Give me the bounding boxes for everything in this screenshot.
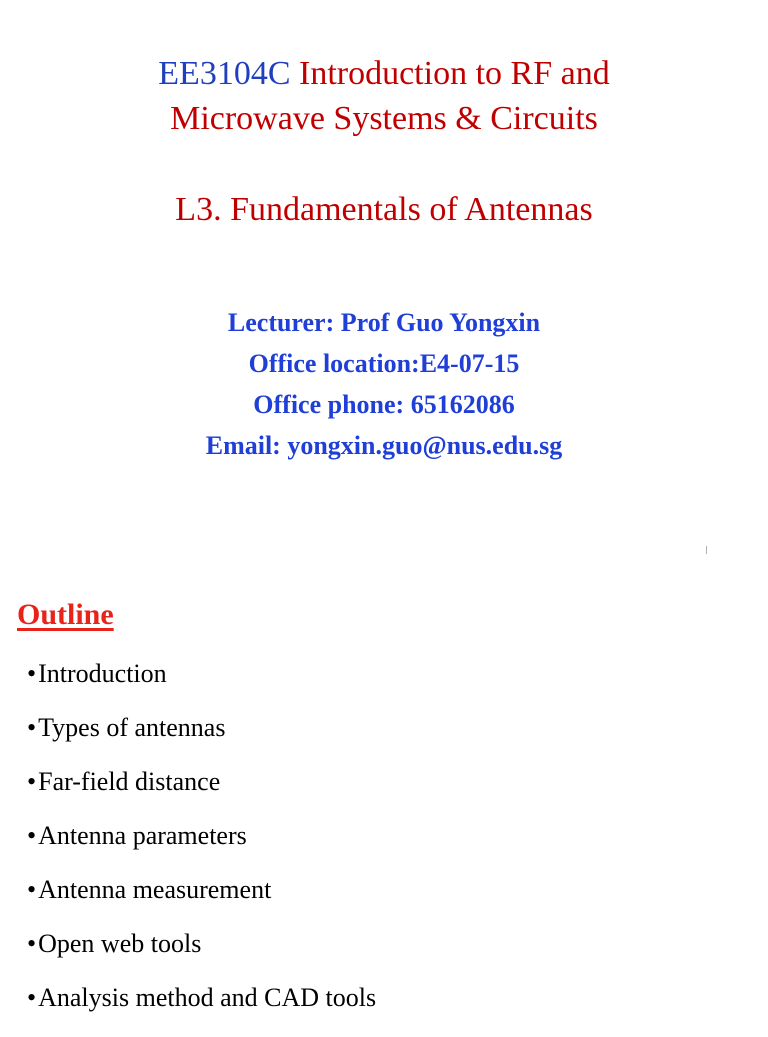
contact-info [0, 302, 768, 466]
course-code: EE3104C [158, 55, 291, 92]
title-line-2: Microwave Systems & Circuits [170, 100, 598, 137]
course-title [0, 51, 768, 141]
office-location-line: Office location:E4-07-15 [248, 349, 520, 378]
list-item: •Antenna parameters [27, 821, 247, 850]
list-item: •Analysis method and CAD tools [27, 983, 377, 1012]
outline-list [27, 659, 376, 1037]
bullet-icon: • [27, 767, 37, 796]
bullet-icon: • [27, 983, 37, 1012]
list-item: •Far-field distance [27, 767, 221, 796]
list-item: •Antenna measurement [27, 875, 272, 904]
list-item: •Introduction [27, 659, 167, 688]
list-item: •Types of antennas [27, 713, 226, 742]
outline-slide [0, 565, 768, 1024]
lecturer-line: Lecturer: Prof Guo Yongxin [227, 308, 541, 337]
title-text-1: Introduction to RF and [299, 55, 610, 92]
email-line: Email: yongxin.guo@nus.edu.sg [205, 431, 563, 460]
bullet-icon: • [27, 821, 37, 850]
slide-divider-mark [706, 546, 707, 554]
list-item: •Open web tools [27, 929, 202, 958]
office-phone-line: Office phone: 65162086 [253, 390, 515, 419]
title-line-1 [0, 51, 768, 96]
bullet-icon: • [27, 875, 37, 904]
lecture-title: L3. Fundamentals of Antennas [175, 191, 593, 228]
bullet-icon: • [27, 713, 37, 742]
bullet-icon: • [27, 929, 37, 958]
bullet-icon: • [27, 659, 37, 688]
outline-heading: Outline [17, 598, 114, 631]
